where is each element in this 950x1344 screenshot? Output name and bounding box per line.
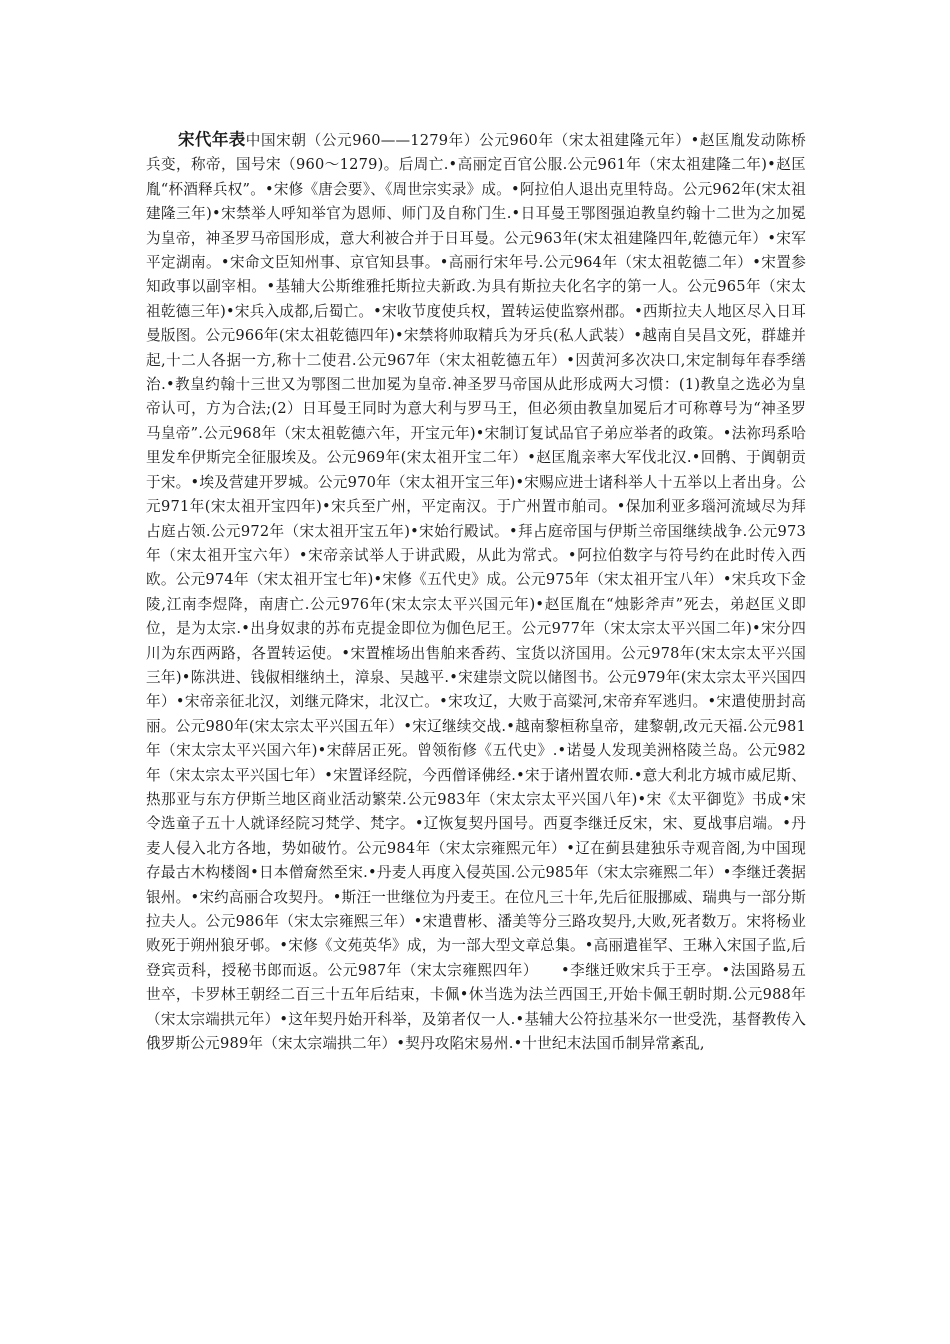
body-paragraph: [146, 128, 806, 1056]
document-page: [146, 128, 806, 1056]
document-title: 宋代年表: [178, 130, 246, 149]
body-text: 中国宋朝（公元960——1279年）公元960年（宋太祖建隆元年）•赵匡胤发动陈桥兵变，称帝，国号宋（960～1279)。后周亡.•高丽定百官公服.公元961年（宋太祖建隆二年)•赵匡胤“杯酒释兵权”。•宋修《唐会要》、《周世宗实录》成。•阿拉伯人退出克里特岛。公元962年(宋太祖建隆三年)•宋禁举人呼知举官为恩师、师门及自称门生.•日耳曼王鄂图强迫教皇约翰十二世为之加冕为皇帝，神圣罗马帝国形成，意大利被合并于日耳曼。公元963年(宋太祖建隆四年,乾德元年）•宋军平定湖南。•宋命文臣知州事、京官知县事。•高丽行宋年号.公元964年（宋太祖乾德二年）•宋置参知政事以副宰相。•基辅大公斯维雅托斯拉夫新政.为具有斯拉夫化名字的第一人。公元965年（宋太祖乾德三年)•宋兵入成都,后蜀亡。•宋收节度使兵权，置转运使监察州郡。•西斯拉夫人地区尽入日耳曼版图。公元966年(宋太祖乾德四年)•宋禁将帅取精兵为牙兵(私人武装）•越南自吴昌文死，群雄并起,十二人各据一方,称十二使君.公元967年（宋太祖乾德五年）•因黄河多次决口,宋定制每年春季缮治.•教皇约翰十三世又为鄂图二世加冕为皇帝.神圣罗马帝国从此形成两大习惯：(1)教皇之选必为皇帝认可，方为合法;(2）日耳曼王同时为意大利与罗马王，但必须由教皇加冕后才可称尊号为“神圣罗马皇帝”.公元968年（宋太祖乾德六年，开宝元年)•宋制订复试品官子弟应举者的政策。•法祢玛系哈里发牟伊斯完全征服埃及。公元969年(宋太祖开宝二年）•赵匡胤亲率大军伐北汉.•回鹘、于阗朝贡于宋。•埃及营建开罗城。公元970年（宋太祖开宝三年)•宋赐应进士诸科举人十五举以上者出身。公元971年(宋太祖开宝四年)•宋兵至广州，平定南汉。于广州置市舶司。•保加利亚多瑙河流域尽为拜占庭占领.公元972年（宋太祖开宝五年)•宋始行殿试。•拜占庭帝国与伊斯兰帝国继续战争.公元973年（宋太祖开宝六年）•宋帝亲试举人于讲武殿，从此为常式。•阿拉伯数字与符号约在此时传入西欧。公元974年（宋太祖开宝七年)•宋修《五代史》成。公元975年（宋太祖开宝八年）•宋兵攻下金陵,江南李煜降，南唐亡.公元976年(宋太宗太平兴国元年)•赵匡胤在“烛影斧声”死去，弟赵匡义即位，是为太宗.•出身奴隶的苏布克提金即位为伽色尼王。公元977年（宋太宗太平兴国二年)•宋分四川为东西两路，各置转运使。•宋置榷场出售舶来香药、宝货以济国用。公元978年(宋太宗太平兴国三年)•陈洪进、钱俶相继纳土，漳泉、吴越平.•宋建崇文院以储图书。公元979年(宋太宗太平兴国四年）•宋帝亲征北汉，刘继元降宋，北汉亡。•宋攻辽，大败于高粱河,宋帝弃军逃归。•宋遣使册封高丽。公元980年(宋太宗太平兴国五年）•宋辽继续交战.•越南黎桓称皇帝，建黎朝,改元天福.公元981年（宋太宗太平兴国六年)•宋薛居正死。曾领衔修《五代史》.•诺曼人发现美洲格陵兰岛。公元982年（宋太宗太平兴国七年）•宋置译经院，今西僧译佛经.•宋于诸州置农师.•意大利北方城市威尼斯、热那亚与东方伊斯兰地区商业活动繁荣.公元983年（宋太宗太平兴国八年)•宋《太平御览》书成•宋令选童子五十人就译经院习梵学、梵字。•辽恢复契丹国号。西夏李继迁反宋，宋、夏战事启端。•丹麦人侵入北方各地，势如破竹。公元984年（宋太宗雍熙元年）•辽在蓟县建独乐寺观音阁,为中国现存最古木构楼阁•日本僧奝然至宋.•丹麦人再度入侵英国.公元985年（宋太宗雍熙二年）•李继迁袭据银州。•宋约高丽合攻契丹。•斯汪一世继位为丹麦王。在位凡三十年,先后征服挪威、瑞典与一部分斯拉夫人。公元986年（宋太宗雍熙三年）•宋遣曹彬、潘美等分三路攻契丹,大败,死者数万。宋将杨业败死于朔州狼牙邨。•宋修《文苑英华》成，为一部大型文章总集。•高丽遣崔罕、王琳入宋国子监,后登宾贡科，授秘书郎而返。公元987年（宋太宗雍熙四年） •李继迁败宋兵于王亭。•法国路易五世卒，卡罗林王朝经二百三十五年后结束，卡佩•休当选为法兰西国王,开始卡佩王朝时期.公元988年（宋太宗端拱元年）•这年契丹始开科举，及第者仅一人.•基辅大公符拉基米尔一世受洗，基督教传入俄罗斯公元989年（宋太宗端拱二年）•契丹攻陷宋易州.•十世纪末法国币制异常紊乱,: [146, 132, 806, 1053]
